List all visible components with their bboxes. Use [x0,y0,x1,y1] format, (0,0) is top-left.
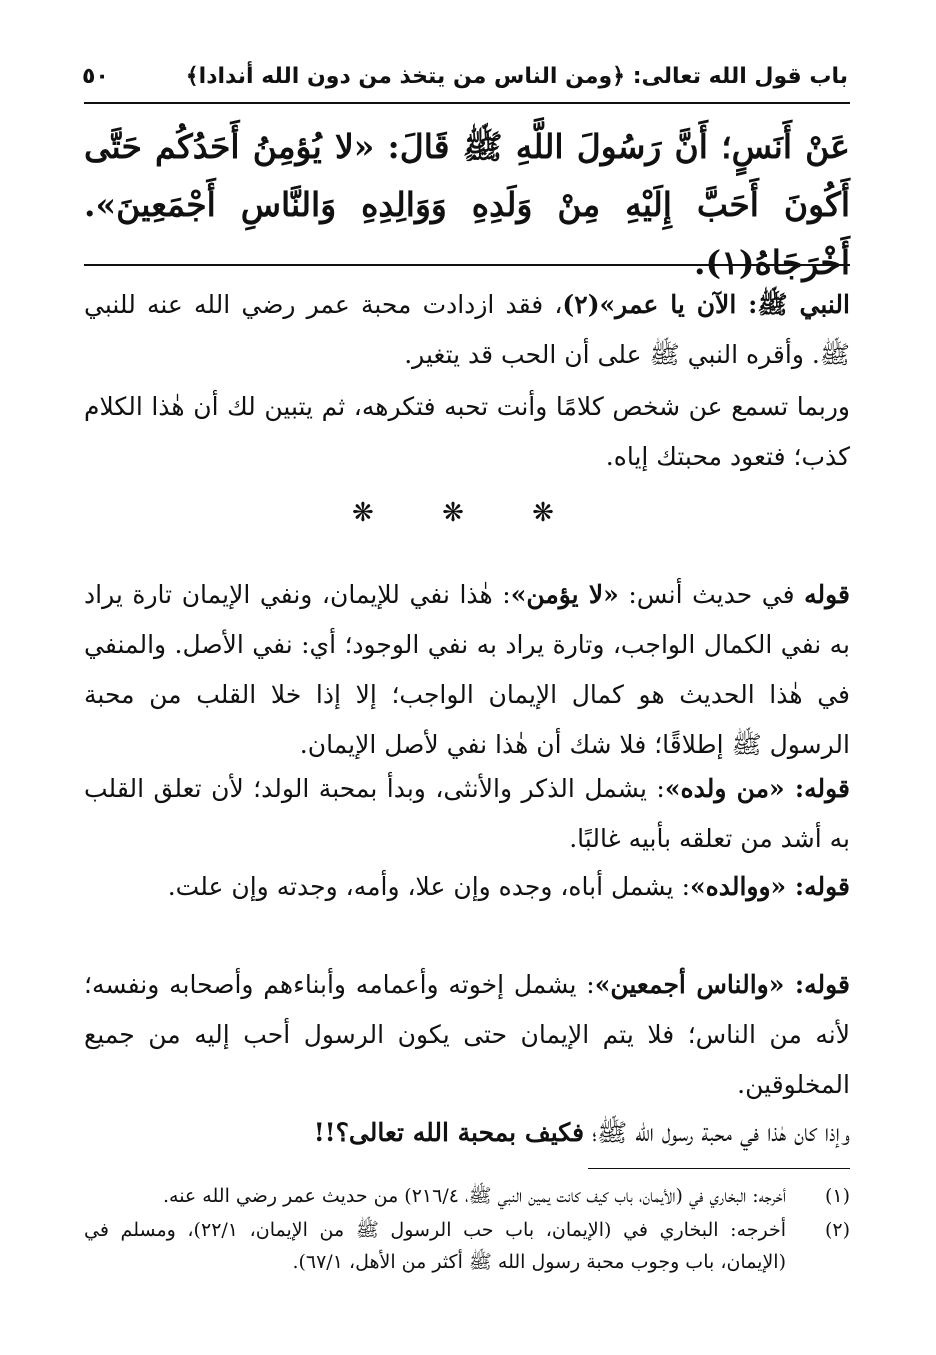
paragraph-4-text: : يشمل الذكر والأنثى، وبدأ بمحبة الولد؛ لأن تعلق القلب به أشد من تعلقه بأبيه غالبًا. [84,774,850,853]
paragraph-6-text: : يشمل إخوته وأعمامه وأبناءهم وأصحابه ونفسه؛ لأنه من الناس؛ فلا يتم الإيمان حتى يكون الرسول أحب إليه من جميع المخلوقين. [84,970,850,1099]
paragraph-4 [84,764,850,864]
footnote-text: أخرجه: البخاري في (الإيمان، باب حب الرسول ﷺ من الإيمان، ٢٢/١)، ومسلم في (الإيمان، باب وجوب محبة رسول الله ﷺ أكثر من الأهل، ٦٧/١). [84,1219,787,1273]
paragraph-7-text: وإذا كان هٰذا في محبة رسول الله ﷺ؛ [584,1118,850,1147]
page-number: ٥٠ [82,63,109,89]
paragraph-6 [84,960,850,1110]
paragraph-3-mid: في حديث أنس: [618,580,805,609]
paragraph-1 [84,280,850,380]
paragraph-3-quote: «لا يؤمن» [510,580,619,609]
paragraph-7 [84,1108,850,1158]
paragraph-2-text: وربما تسمع عن شخص كلامًا وأنت تحبه فتكرهه، ثم يتبين لك أن هٰذا الكلام كذب؛ فتعود محبتك إياه. [84,392,850,471]
paragraph-3-text: : هٰذا نفي للإيمان، ونفي الإيمان تارة يراد به نفي الكمال الواجب، وتارة يراد به نفي الوجود؛ أي: نفي الأصل. والمنفي في هٰذا الحديث هو كمال الإيمان الواجب؛ إلا إذا خلا القلب من محبة الرسول ﷺ إطلاقًا؛ فلا شك أن هٰذا نفي لأصل الإيمان. [84,580,850,759]
footnote-rule [588,1168,850,1169]
footnotes [84,1180,850,1280]
footnote-item [84,1180,850,1212]
paragraph-1-text: ، فقد ازدادت محبة عمر رضي الله عنه للنبي ﷺ. وأقره النبي ﷺ على أن الحب قد يتغير. [84,290,850,369]
footnote-text: أخرجه: البخاري في (الأيمان، باب كيف كانت يمين النبي ﷺ، ٢١٦/٤) من حديث عمر رضي الله عنه. [162,1185,786,1207]
footnote-number: (١) [824,1185,850,1207]
paragraph-5-keyword: قوله: «ووالده» [690,872,850,901]
paragraph-5 [84,862,850,912]
paragraph-3 [84,570,850,770]
footnote-item [84,1214,850,1278]
section-separator: ❋ ❋ ❋ [352,498,584,528]
paragraph-6-keyword: قوله: «والناس أجمعين» [594,970,851,999]
footnote-number: (٢) [824,1219,850,1241]
hadith-text: عَنْ أَنَسٍ؛ أَنَّ رَسُولَ اللَّهِ ﷺ قَالَ: «لا يُؤمِنُ أَحَدُكُم حَتَّى أَكُونَ أَحَبَّ إِلَيْهِ مِنْ وَلَدِهِ وَوَالِدِهِ وَالنَّاسِ أَجْمَعِينَ». أَخْرَجَاهُ(١). [84,127,850,282]
paragraph-5-text: : يشمل أباه، وجده وإن علا، وأمه، وجدته وإن علت. [167,872,690,901]
header-rule [84,102,850,104]
running-title: باب قول الله تعالى: ﴿ومن الناس من يتخذ من دون الله أندادا﴾ [185,63,848,89]
page-header [82,56,848,96]
paragraph-4-keyword: قوله: «من ولده» [664,774,850,803]
paragraph-1-lead: النبي ﷺ: الآن يا عمر»(٢) [562,290,850,319]
paragraph-2 [84,382,850,482]
paragraph-7-emphasis: فكيف بمحبة الله تعالى؟!! [313,1118,585,1147]
paragraph-3-keyword: قوله [804,580,850,609]
hadith-rule [84,264,850,266]
